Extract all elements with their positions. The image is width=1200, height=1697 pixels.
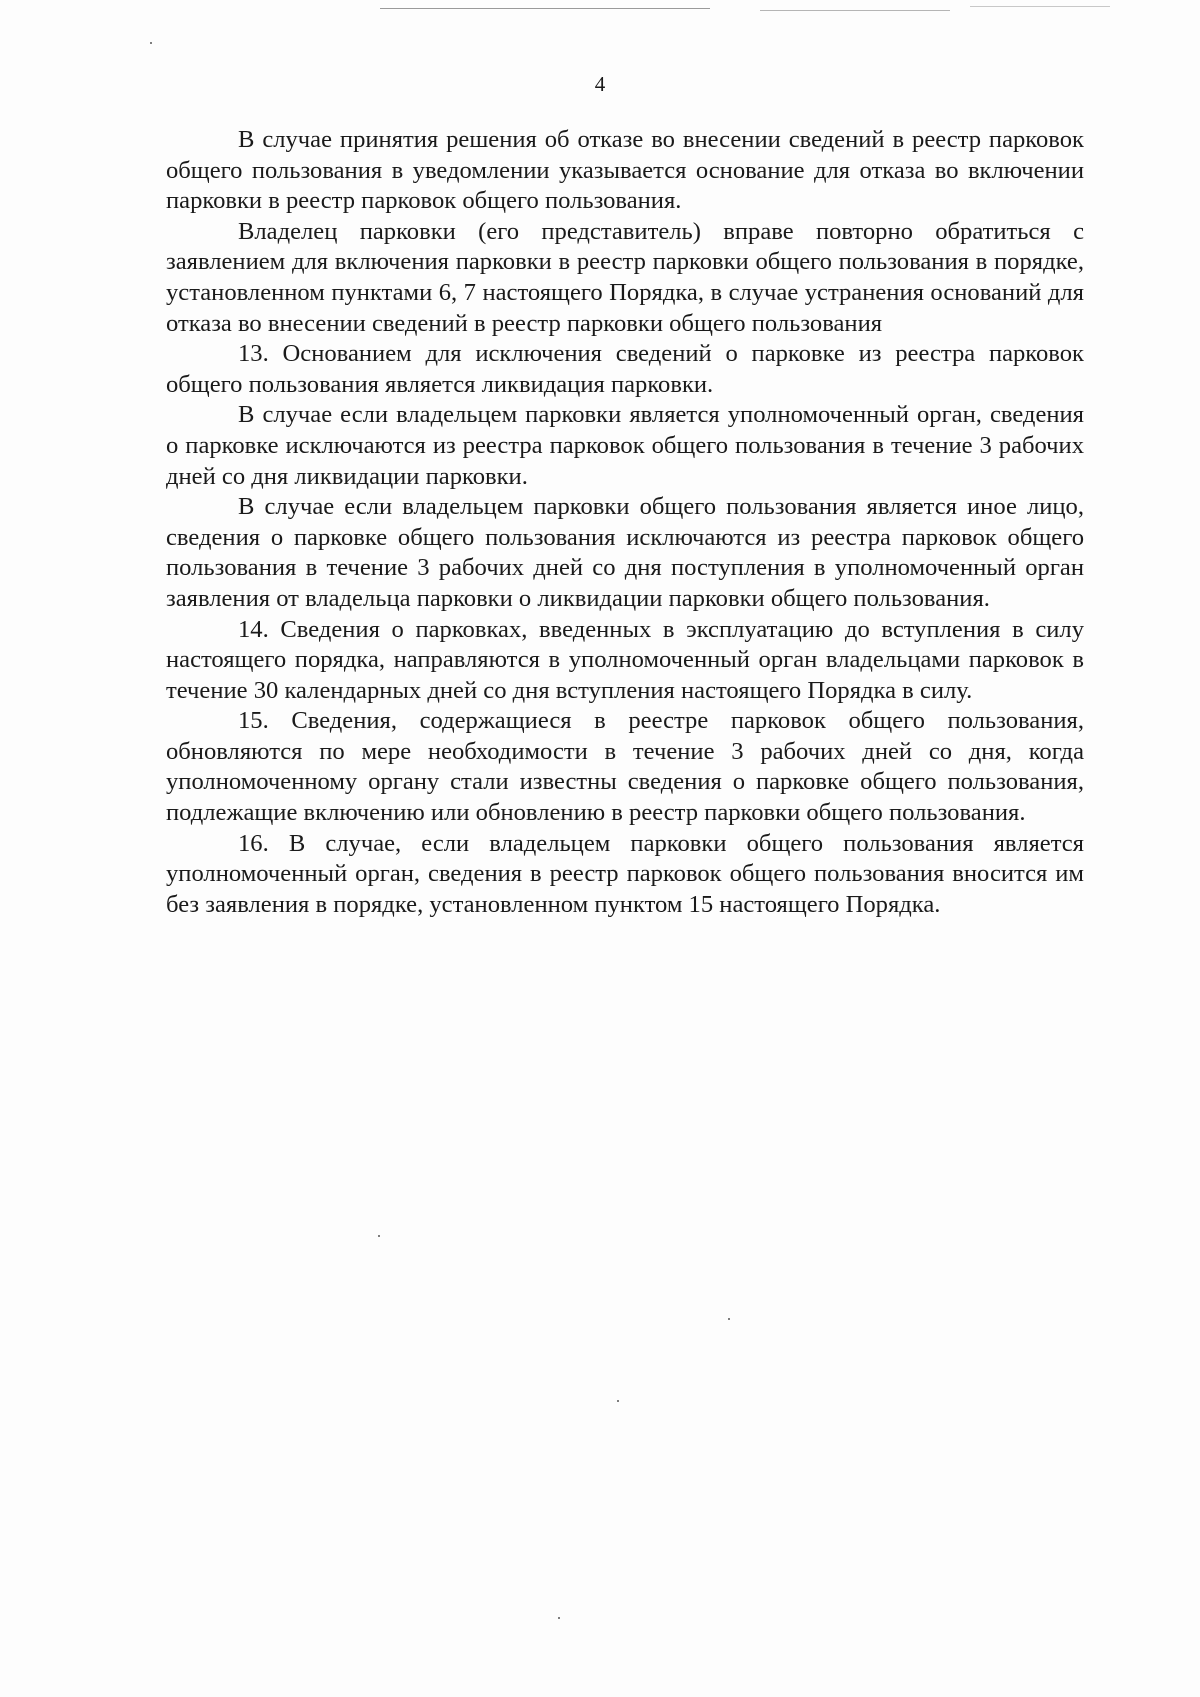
paragraph-refusal-notice: В случае принятия решения об отказе во внесении сведений в реестр парковок общего пользования в уведомлении указывается основание для отказа во включении парковки в реестр парковок общего пользования. [166,126,1084,215]
page-number: 4 [594,72,606,96]
paragraph-repeat-application: Владелец парковки (его представитель) вправе повторно обратиться с заявлением для включения парковки в реестр парковки общего пользования в порядке, установленном пунктами 6, 7 настоящего Порядка, в случае устранения оснований для отказа во внесении сведений в реестр парковки общего пользования [166,217,1084,337]
scan-speck [378,1235,380,1237]
scan-speck [728,1318,730,1320]
paragraph-13-other-owner: В случае если владельцем парковки общего пользования является иное лицо, сведения о парковке общего пользования исключаются из реестра парковок общего пользования в течение 3 рабочих дней со дня поступления в уполномоченный орган заявления от владельца парковки о ликвидации парковки общего пользования. [166,493,1084,612]
scan-speck [617,1400,619,1402]
document-body [166,125,1084,920]
paragraph-13-exclusion-basis: 13. Основанием для исключения сведений о парковке из реестра парковок общего пользования является ликвидация парковки. [166,340,1084,398]
scan-artifact-line [970,6,1110,7]
paragraph-15-updates: 15. Сведения, содержащиеся в реестре парковок общего пользования, обновляются по мере необходимости в течение 3 рабочих дней со дня, когда уполномоченному органу стали известны сведения о парковке общего пользования, подлежащие включению или обновлению в реестр парковки общего пользования. [166,707,1084,827]
scan-speck [558,1617,560,1619]
paragraph-16-without-application: 16. В случае, если владельцем парковки общего пользования является уполномоченный орган, сведения в реестр парковок общего пользования вносится им без заявления в порядке, установленном пунктом 15 настоящего Порядка. [166,829,1084,918]
paragraph-14-existing-parkings: 14. Сведения о парковках, введенных в эксплуатацию до вступления в силу настоящего порядка, направляются в уполномоченный орган владельцами парковок в течение 30 календарных дней со дня вступления настоящего Порядка в силу. [166,615,1084,704]
paragraph-13-authorized-owner: В случае если владельцем парковки является уполномоченный орган, сведения о парковке исключаются из реестра парковок общего пользования в течение 3 рабочих дней со дня ликвидации парковки. [166,401,1084,490]
scan-artifact-line [760,10,950,11]
scan-speck [150,42,152,44]
scan-artifact-line [380,8,710,9]
